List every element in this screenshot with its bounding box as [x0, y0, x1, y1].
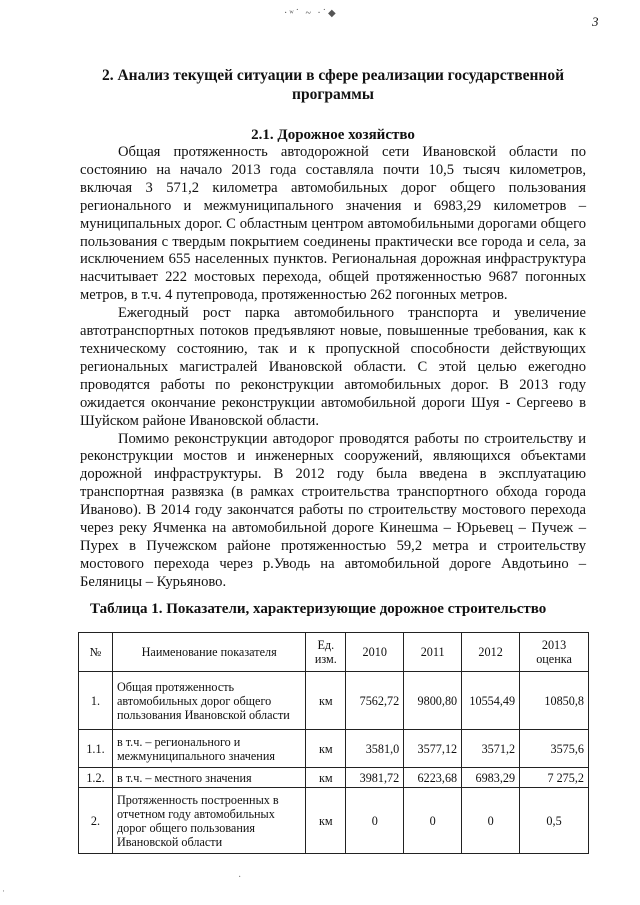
section-title: 2. Анализ текущей ситуации в сфере реализации государственной программы [101, 67, 565, 103]
subsection-title: 2.1. Дорожное хозяйство [251, 127, 415, 143]
row-name: в т.ч. – местного значения [112, 768, 305, 788]
row-2011: 6223,68 [404, 768, 462, 788]
row-num: 1.1. [79, 730, 113, 768]
table-row [79, 768, 589, 788]
header-2010: 2010 [346, 633, 404, 672]
row-2013: 3575,6 [520, 730, 589, 768]
header-2013: 2013 оценка [520, 633, 589, 672]
row-2012: 10554,49 [462, 672, 520, 730]
row-2011: 0 [404, 788, 462, 854]
row-num: 2. [79, 788, 113, 854]
header-num: № [79, 633, 113, 672]
table-row [79, 730, 589, 768]
row-2010: 3581,0 [346, 730, 404, 768]
road-indicators-table [78, 632, 589, 854]
header-2012: 2012 [462, 633, 520, 672]
paragraph-network-length: Общая протяженность автодорожной сети Ивановской области по состоянию на начало 2013 года составляла почти 10,5 тысяч километров, включая 3 571,2 километра автомобильных дорог общего пользования регионального и межмуниципального значения и 6983,29 километров – муниципальных дорог. С областным центром автомобильными дорогами общего пользования с твердым покрытием соединены практически все города и села, за исключением 655 населенных пунктов. Региональная дорожная инфраструктура насчитывает 222 мостовых перехода, общей протяженностью 9687 погонных метров, в т.ч. 4 путепровода, протяженностью 262 погонных метров. [80, 144, 586, 304]
paragraph-bridges: Помимо реконструкции автодорог проводятся работы по строительству и реконструкции мостов и инженерных сооружений, являющихся объектами дорожной инфраструктуры. В 2012 году была введена в эксплуатацию транспортная развязка (в рамках строительства транспортного обхода города Иваново). В 2014 году закончатся работы по строительству мостового перехода через реку Ячменка на автомобильной дороге Кинешма – Юрьевец – Пучеж – Пурех в Пучежском районе протяженностью 59,2 метра и строительству мостового перехода через р.Уводь на автомобильной дороге Авдотьино – Беляницы – Курьяново. [80, 430, 586, 590]
row-name: Общая протяженность автомобильных дорог общего пользования Ивановской области [112, 672, 305, 730]
row-unit: км [306, 672, 346, 730]
row-name: Протяженность построенных в отчетном году автомобильных дорог общего пользования Ивановской области [112, 788, 305, 854]
row-2012: 6983,29 [462, 768, 520, 788]
row-2012: 0 [462, 788, 520, 854]
row-2011: 3577,12 [404, 730, 462, 768]
table-caption: Таблица 1. Показатели, характеризующие дорожное строительство [90, 600, 547, 617]
row-2012: 3571,2 [462, 730, 520, 768]
row-2010: 7562,72 [346, 672, 404, 730]
row-num: 1. [79, 672, 113, 730]
row-name: в т.ч. – регионального и межмуниципального значения [112, 730, 305, 768]
table-row [79, 788, 589, 854]
document-body [80, 66, 586, 624]
paragraph-reconstruction: Ежегодный рост парка автомобильного транспорта и увеличение автотранспортных потоков предъявляют новые, повышенные требования, как к техническому состоянию, так и к пропускной способности действующих региональных магистралей Ивановской области. С этой целью ежегодно проводятся работы по реконструкции автомобильных дорог. В 2013 году ожидается окончание реконструкции автомобильной дороги Шуя - Сергеево в Шуйском районе Ивановской области. [80, 305, 586, 429]
row-2011: 9800,80 [404, 672, 462, 730]
row-unit: км [306, 768, 346, 788]
table-header-row [79, 633, 589, 672]
scan-artifact: · [238, 872, 242, 883]
row-unit: км [306, 730, 346, 768]
row-2013: 0,5 [520, 788, 589, 854]
page-number: 3 [592, 14, 599, 29]
scan-artifact: ·ʷ˙ ~ ·˙◆ [284, 8, 338, 19]
row-2013: 7 275,2 [520, 768, 589, 788]
header-name: Наименование показателя [112, 633, 305, 672]
scan-artifact: · [2, 886, 5, 896]
header-unit: Ед. изм. [306, 633, 346, 672]
row-2013: 10850,8 [520, 672, 589, 730]
table-row [79, 672, 589, 730]
row-2010: 3981,72 [346, 768, 404, 788]
row-unit: км [306, 788, 346, 854]
row-2010: 0 [346, 788, 404, 854]
header-2011: 2011 [404, 633, 462, 672]
row-num: 1.2. [79, 768, 113, 788]
